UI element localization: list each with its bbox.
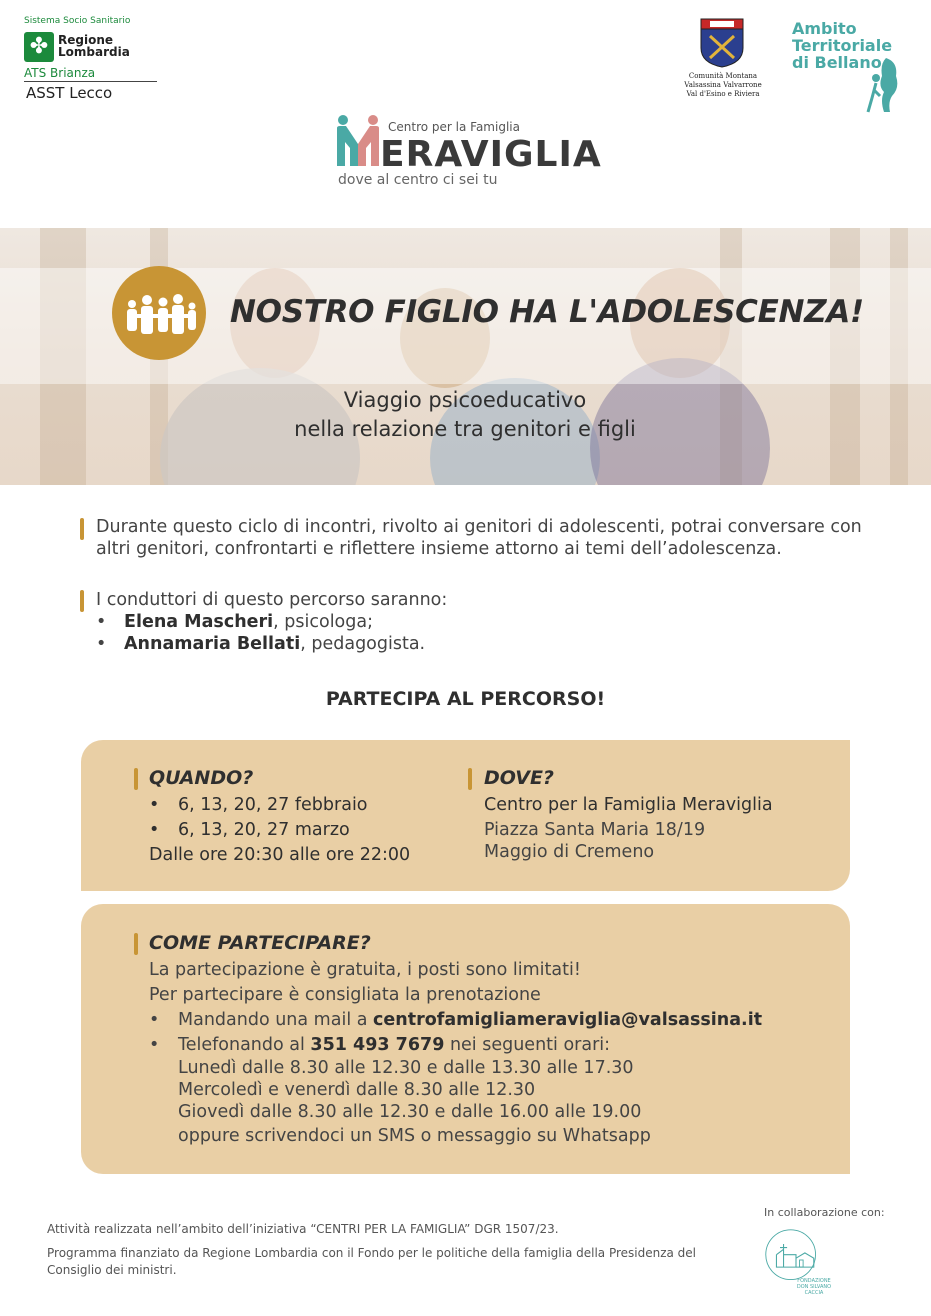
when-heading: QUANDO? [149,767,254,789]
ambito-bellano-logo [792,20,912,100]
list-item [96,611,876,633]
meraviglia-m-icon [336,114,382,168]
hours-line: Lunedì dalle 8.30 alle 12.30 e dalle 13.30 alle 17.30 [178,1058,634,1078]
leader-name: Elena Mascheri [124,612,274,632]
list-item [96,633,876,655]
how-heading: COME PARTECIPARE? [149,932,371,954]
comunita-montana-logo [680,16,770,104]
footer-initiative: Attività realizzata nell’ambito dell’iniziativa “CENTRI PER LA FAMIGLIA” DGR 1507/23. [47,1222,559,1236]
ats-brianza-label: ATS Brianza [24,66,157,82]
meraviglia-tagline: dove al centro ci sei tu [338,172,498,188]
ambito-line-1: Ambito [792,19,857,38]
asst-lecco-label: ASST Lecco [26,84,113,102]
leaders-accent-bar [80,590,84,612]
hours-line: oppure scrivendoci un SMS o messaggio su Whatsapp [178,1126,651,1146]
where-heading: DOVE? [484,767,554,789]
comunita-montana-text [680,72,766,99]
comunita-line-1: Comunità Montana [688,72,758,80]
leaders-list [96,611,876,655]
list-item: • 6, 13, 20, 27 febbraio [149,794,368,817]
hero-subtitle-line-1: Viaggio psicoeducativo [343,388,587,412]
time-label: Dalle ore 20:30 alle ore 22:00 [149,845,411,865]
fondazione-text [794,1278,834,1296]
leader-name: Annamaria Bellati [124,634,301,654]
where-address-2: Maggio di Cremeno [484,842,655,862]
hero-subtitle [200,386,730,444]
where-accent-bar [468,768,472,790]
centro-famiglia-label: Centro per la Famiglia [388,120,520,134]
hero-subtitle-line-2: nella relazione tra genitori e figli [294,417,636,441]
how-box [81,904,850,1174]
family-icon [112,266,206,360]
hiker-icon [866,56,900,116]
mail-prefix: Mandando una mail a [178,1010,374,1030]
how-line-1: La partecipazione è gratuita, i posti sono limitati! [149,960,581,980]
hero-banner [0,228,931,485]
footer-funding: Programma finanziato da Regione Lombardia con il Fondo per le politiche della famiglia della Presidenza del Consiglio dei ministri. [47,1246,697,1277]
regione-lombardia-logo [24,14,158,104]
intro-paragraph: Durante questo ciclo di incontri, rivolto ai genitori di adolescenti, potrai conversare con altri genitori, confrontarti e riflettere insieme attorno ai temi dell’adolescenza. [96,517,862,559]
fondazione-line-3: CACCIA [804,1290,824,1296]
when-where-box [81,740,850,891]
comunita-shield-icon [700,18,744,68]
family-badge [112,266,206,360]
dates-list [149,794,368,842]
how-line-2: Per partecipare è consigliata la prenotazione [149,985,541,1005]
list-item [149,1034,762,1147]
leader-role: , psicologa; [273,612,373,632]
hours-line: Giovedì dalle 8.30 alle 12.30 e dalle 16.00 alle 19.00 [178,1102,642,1122]
meraviglia-wordmark: ERAVIGLIA [380,134,602,175]
hours-list [178,1057,762,1147]
leader-role: , pedagogista. [300,634,426,654]
ambito-line-3: di Bellano [792,53,882,72]
comunita-line-2: Valsassina Valvarrone [684,81,762,89]
intro-accent-bar [80,518,84,540]
hours-line: Mercoledì e venerdì dalle 8.30 alle 12.30 [178,1080,536,1100]
phone-prefix: Telefonando al [178,1035,311,1055]
fondazione-line-1: FONDAZIONE [797,1278,831,1284]
when-accent-bar [134,768,138,790]
leaders-intro: I conduttori di questo percorso saranno: [96,590,448,610]
lombardia-label: Lombardia [58,45,130,59]
email-link[interactable]: centrofamigliameraviglia@valsassina.it [373,1010,763,1030]
ambito-line-2: Territoriale [792,36,893,55]
collaboration-label: In collaborazione con: [764,1206,885,1219]
how-accent-bar [134,933,138,955]
sistema-socio-sanitario-label: Sistema Socio Sanitario [24,16,131,26]
cta-heading: PARTECIPA AL PERCORSO! [325,688,606,710]
where-place: Centro per la Famiglia Meraviglia [484,795,773,815]
where-address-1: Piazza Santa Maria 18/19 [484,820,706,840]
list-item: • 6, 13, 20, 27 marzo [149,819,368,842]
regione-label: Regione [58,33,114,47]
list-item [149,1009,762,1032]
contact-list [149,1009,762,1147]
leaders-section [96,589,876,655]
fondazione-logo [764,1228,836,1300]
hero-title: NOSTRO FIGLIO HA L'ADOLESCENZA! [230,294,864,330]
regione-lombardia-name [58,34,130,58]
fondazione-line-2: DON SILVANO [796,1284,832,1290]
phone-link[interactable]: 351 493 7679 [310,1035,445,1055]
phone-suffix: nei seguenti orari: [444,1035,611,1055]
lombardia-cross-icon: ✤ [24,32,54,62]
comunita-line-3: Val d'Esino e Riviera [686,90,760,98]
meraviglia-logo [336,114,602,194]
